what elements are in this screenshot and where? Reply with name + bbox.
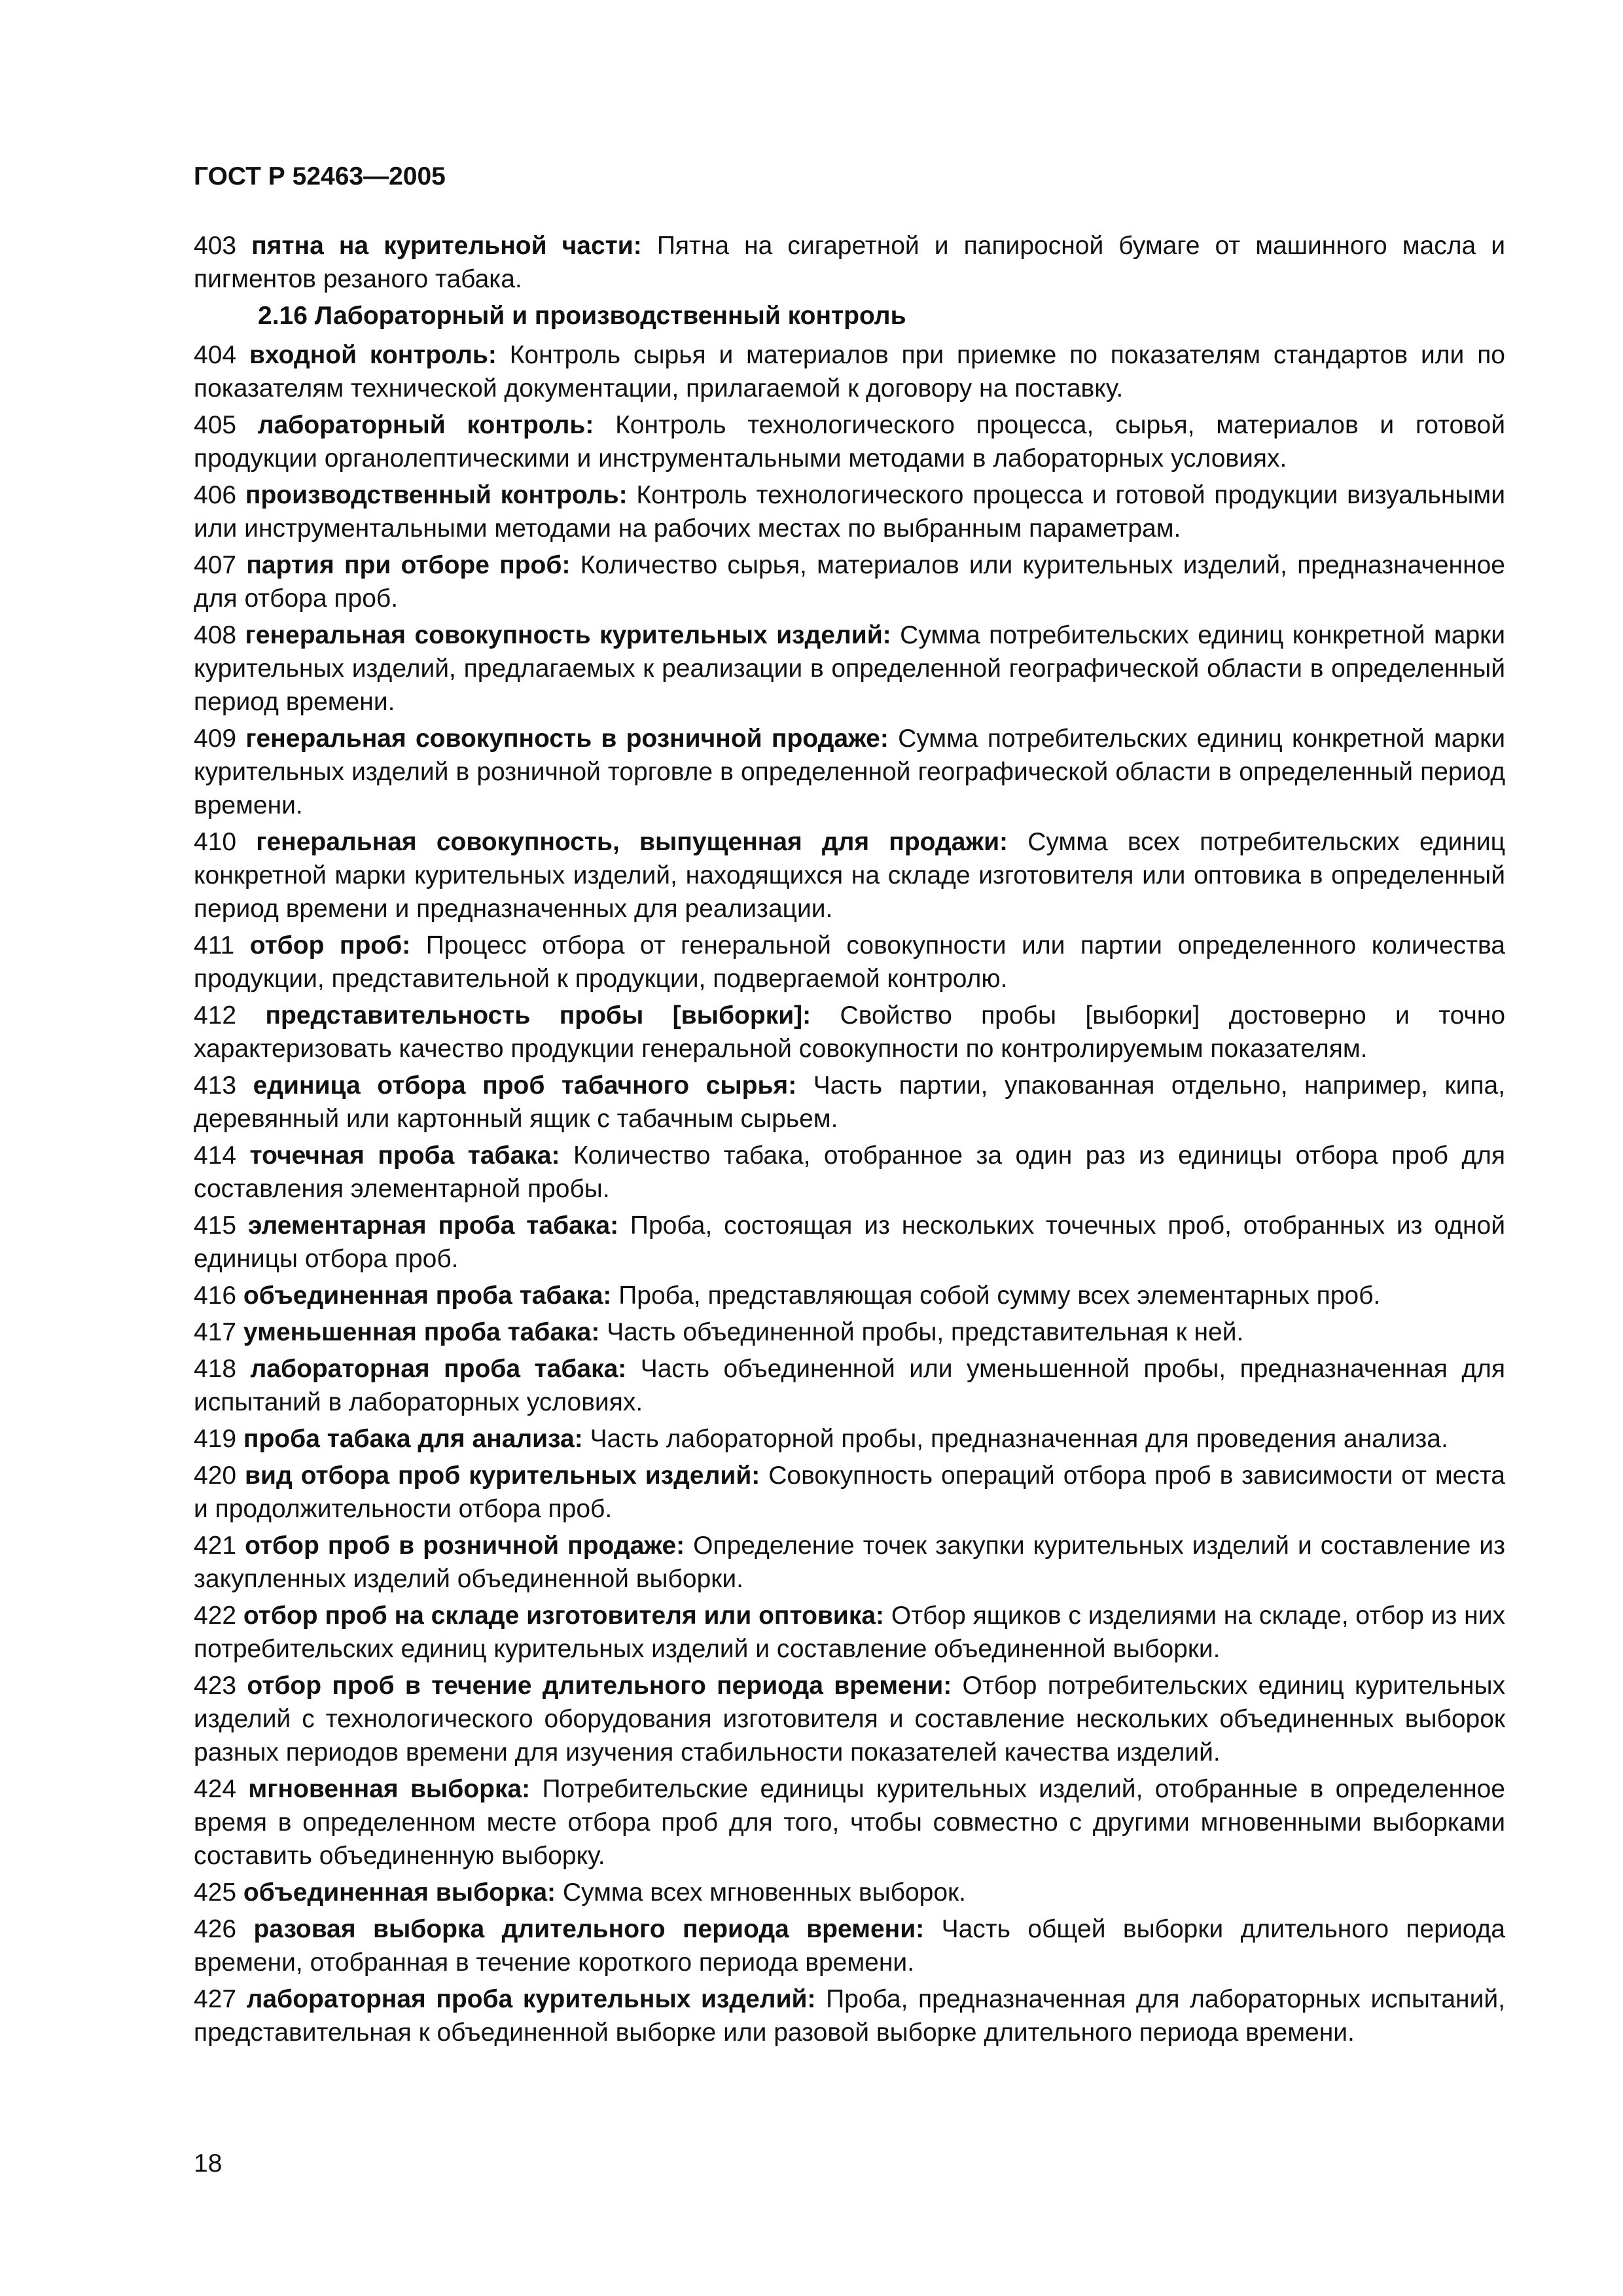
term-number: 412 — [194, 1001, 237, 1030]
term-definition: Отбор ящиков с изделиями на складе, отбор из них потребительских единиц курительных изделий и составление объединенной выборки. — [194, 1602, 1505, 1663]
term-number: 414 — [194, 1141, 237, 1170]
document-body — [194, 229, 1505, 2053]
term-name: входной контроль: — [249, 341, 497, 369]
term-number: 416 — [194, 1282, 237, 1310]
term-name: генеральная совокупность в розничной продаже: — [245, 725, 889, 753]
term-definition: Отбор потребительских единиц курительных изделий с технологического оборудования изготовителя и составление нескольких объединенных выборок разных периодов времени для изучения стабильности показателей качества изделий. — [194, 1672, 1505, 1767]
term-name: единица отбора проб табачного сырья: — [253, 1071, 797, 1100]
term-entry — [194, 619, 1505, 719]
term-name: генеральная совокупность курительных изделий: — [245, 621, 891, 649]
term-name: уменьшенная проба табака: — [243, 1318, 600, 1346]
term-entry — [194, 1669, 1505, 1769]
term-entry — [194, 1352, 1505, 1419]
entries-list — [194, 338, 1505, 2049]
term-number: 427 — [194, 1985, 237, 2013]
term-entry — [194, 825, 1505, 925]
term-definition: Проба, предназначенная для лабораторных испытаний, представительная к объединенной выборке или разовой выборке длительного периода времени. — [194, 1985, 1505, 2047]
term-number: 415 — [194, 1211, 237, 1240]
term-entry — [194, 548, 1505, 615]
term-name: генеральная совокупность, выпущенная для продажи: — [256, 828, 1008, 856]
term-entry — [194, 1209, 1505, 1276]
term-name: разовая выборка длительного периода времени: — [253, 1915, 925, 1943]
term-definition: Определение точек закупки курительных изделий и составление из закупленных изделий объединенной выборки. — [194, 1532, 1505, 1593]
term-number: 409 — [194, 725, 237, 753]
term-definition: Контроль технологического процесса, сырья, материалов и готовой продукции органолептическими и инструментальными методами в лабораторных условиях. — [194, 411, 1505, 473]
term-definition: Часть партии, упакованная отдельно, например, кипа, деревянный или картонный ящик с табачным сырьем. — [194, 1071, 1505, 1133]
term-definition: Сумма потребительских единиц конкретной марки курительных изделий, предлагаемых к реализации в определенной географической области в определенный период времени. — [194, 621, 1505, 716]
term-number: 413 — [194, 1071, 237, 1100]
term-entry — [194, 1912, 1505, 1979]
term-entry — [194, 1069, 1505, 1136]
term-definition: Контроль технологического процесса и готовой продукции визуальными или инструментальными методами на рабочих местах по выбранным параметрам. — [194, 481, 1506, 543]
term-name: отбор проб в течение длительного периода времени: — [247, 1672, 952, 1700]
term-number: 404 — [194, 341, 237, 369]
entries-before-section — [194, 229, 1505, 296]
term-entry — [194, 229, 1505, 296]
term-definition: Часть объединенной пробы, представительная к ней. — [607, 1318, 1244, 1346]
term-name: мгновенная выборка: — [248, 1775, 531, 1803]
term-entry — [194, 338, 1505, 405]
term-name: пятна на курительной части: — [251, 232, 642, 260]
term-name: отбор проб в розничной продаже: — [245, 1532, 685, 1560]
term-number: 424 — [194, 1775, 237, 1803]
term-entry — [194, 722, 1505, 822]
term-name: элементарная проба табака: — [247, 1211, 619, 1240]
term-number: 419 — [194, 1425, 237, 1453]
term-entry — [194, 1772, 1505, 1873]
term-definition: Сумма всех потребительских единиц конкретной марки курительных изделий, находящихся на складе изготовителя или оптовика в определенный период времени и предназначенных для реализации. — [194, 828, 1505, 923]
term-entry — [194, 1599, 1505, 1666]
term-definition: Часть объединенной или уменьшенной пробы, предназначенная для испытаний в лабораторных условиях. — [194, 1355, 1505, 1416]
term-number: 408 — [194, 621, 237, 649]
term-entry — [194, 1876, 1505, 1909]
term-entry — [194, 408, 1505, 475]
term-entry — [194, 1529, 1505, 1596]
term-number: 423 — [194, 1672, 237, 1700]
term-name: объединенная проба табака: — [243, 1282, 612, 1310]
term-number: 407 — [194, 551, 237, 579]
term-entry — [194, 1279, 1505, 1312]
term-number: 426 — [194, 1915, 237, 1943]
term-name: лабораторный контроль: — [257, 411, 594, 439]
term-entry — [194, 1139, 1505, 1206]
term-entry — [194, 999, 1505, 1066]
term-number: 410 — [194, 828, 237, 856]
term-definition: Сумма всех мгновенных выборок. — [562, 1878, 966, 1907]
term-number: 411 — [194, 931, 235, 960]
term-definition: Совокупность операций отбора проб в зависимости от места и продолжительности отбора проб. — [194, 1462, 1505, 1523]
term-number: 425 — [194, 1878, 237, 1907]
term-name: объединенная выборка: — [243, 1878, 556, 1907]
term-name: представительность пробы [выборки]: — [265, 1001, 812, 1030]
term-name: лабораторная проба табака: — [250, 1355, 627, 1383]
term-name: вид отбора проб курительных изделий: — [245, 1462, 760, 1490]
term-number: 421 — [194, 1532, 237, 1560]
page-header-standard-number: ГОСТ Р 52463—2005 — [194, 162, 446, 190]
term-definition: Количество сырья, материалов или курительных изделий, предназначенное для отбора проб. — [194, 551, 1505, 613]
term-entry — [194, 929, 1505, 996]
term-entry — [194, 1459, 1505, 1526]
term-definition: Проба, представляющая собой сумму всех элементарных проб. — [618, 1282, 1381, 1310]
section-title: 2.16 Лабораторный и производственный контроль — [258, 302, 906, 330]
term-number: 406 — [194, 481, 237, 509]
page-number: 18 — [194, 2149, 223, 2178]
term-definition: Проба, состоящая из нескольких точечных проб, отобранных из одной единицы отбора проб. — [194, 1211, 1505, 1273]
term-definition: Пятна на сигаретной и папиросной бумаге от машинного масла и пигментов резаного табака. — [194, 232, 1505, 293]
term-entry — [194, 1982, 1505, 2049]
term-definition: Контроль сырья и материалов при приемке по показателям стандартов или по показателям технической документации, прилагаемой к договору на поставку. — [194, 341, 1506, 403]
term-definition: Часть лабораторной пробы, предназначенная для проведения анализа. — [590, 1425, 1448, 1453]
term-number: 405 — [194, 411, 237, 439]
term-name: отбор проб на складе изготовителя или оптовика: — [243, 1602, 885, 1630]
term-name: производственный контроль: — [245, 481, 628, 509]
term-entry — [194, 1316, 1505, 1349]
term-name: партия при отборе проб: — [246, 551, 571, 579]
term-name: точечная проба табака: — [249, 1141, 560, 1170]
term-definition: Часть общей выборки длительного периода времени, отобранная в течение короткого периода времени. — [194, 1915, 1505, 1977]
term-name: лабораторная проба курительных изделий: — [246, 1985, 816, 2013]
term-name: отбор проб: — [249, 931, 411, 960]
term-entry — [194, 1422, 1505, 1456]
term-definition: Сумма потребительских единиц конкретной марки курительных изделий в розничной торговле в определенной географической области в определенный период времени. — [194, 725, 1505, 819]
term-definition: Потребительские единицы курительных изделий, отобранные в определенное время в определенном месте отбора проб для того, чтобы совместно с другими мгновенными выборками составить объединенную выборку. — [194, 1775, 1505, 1870]
term-number: 420 — [194, 1462, 237, 1490]
term-entry — [194, 478, 1505, 545]
term-definition: Процесс отбора от генеральной совокупности или партии определенного количества продукции, представительной к продукции, подвергаемой контролю. — [194, 931, 1505, 993]
term-definition: Количество табака, отобранное за один раз из единицы отбора проб для составления элементарной пробы. — [194, 1141, 1505, 1203]
term-number: 403 — [194, 232, 237, 260]
term-definition: Свойство пробы [выборки] достоверно и точно характеризовать качество продукции генеральной совокупности по контролируемым показателям. — [194, 1001, 1506, 1063]
term-name: проба табака для анализа: — [243, 1425, 583, 1453]
term-number: 422 — [194, 1602, 237, 1630]
term-number: 417 — [194, 1318, 237, 1346]
term-number: 418 — [194, 1355, 237, 1383]
